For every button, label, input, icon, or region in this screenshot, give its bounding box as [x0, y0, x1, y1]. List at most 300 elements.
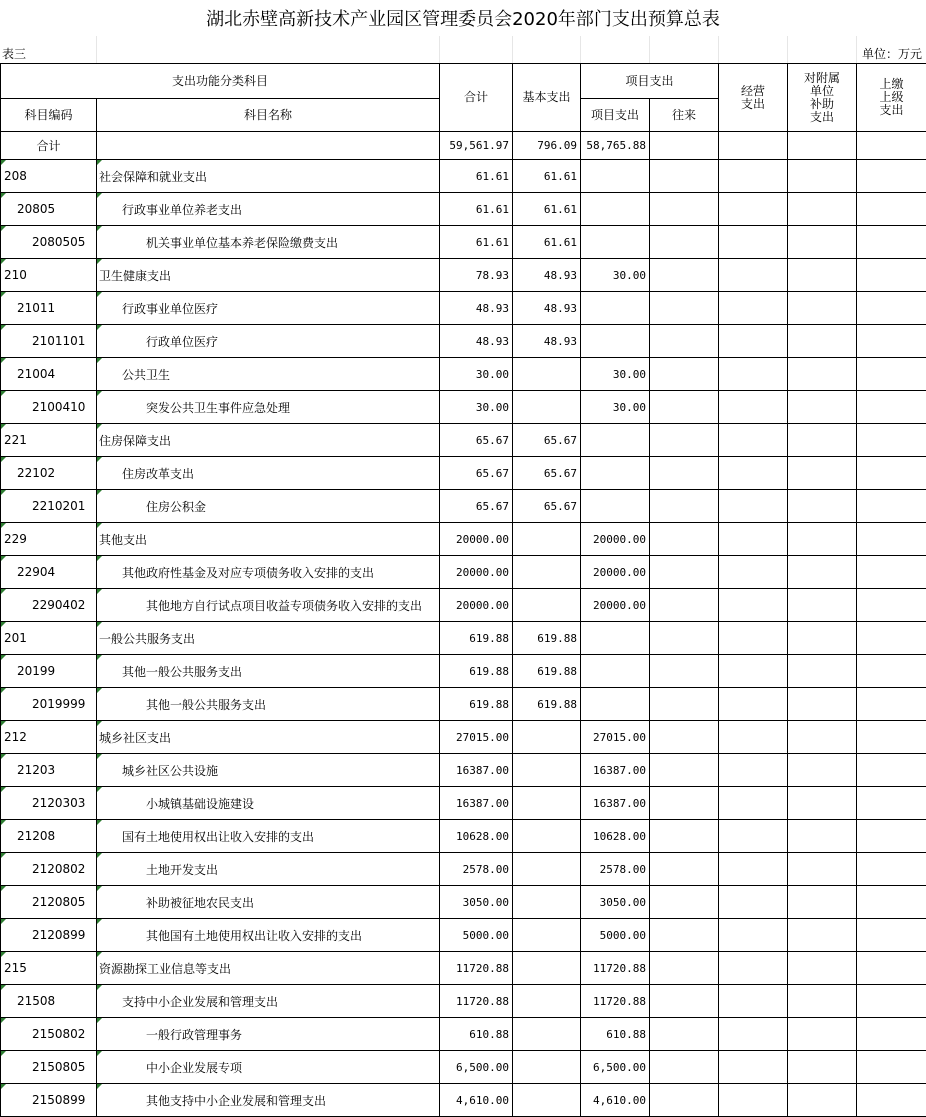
cell-code: 215 [1, 952, 97, 985]
cell-upper [857, 787, 926, 820]
cell-code: 212 [1, 721, 97, 754]
grid-line [439, 36, 440, 63]
table-label: 表三 [2, 45, 26, 62]
cell-project: 2578.00 [581, 853, 650, 886]
cell-upper [857, 655, 926, 688]
cell-basic [513, 1051, 581, 1084]
cell-transfer [650, 820, 719, 853]
cell-name: 卫生健康支出 [97, 259, 440, 292]
unit-label: 单位：万元 [862, 45, 922, 62]
header-upper-line: 支出 [880, 103, 904, 117]
cell-subsidy [788, 622, 857, 655]
meta-row [0, 36, 926, 63]
cell-name: 小城镇基础设施建设 [97, 787, 440, 820]
cell-subsidy [788, 523, 857, 556]
cell-subsidy [788, 919, 857, 952]
cell-total: 2578.00 [440, 853, 513, 886]
cell-subsidy [788, 688, 857, 721]
grid-line [787, 36, 788, 63]
cell-total: 20000.00 [440, 523, 513, 556]
cell-business [719, 589, 788, 622]
cell-transfer [650, 886, 719, 919]
cell-code: 2019999 [1, 688, 97, 721]
cell-basic [513, 853, 581, 886]
cell-subsidy [788, 325, 857, 358]
header-function-category: 支出功能分类科目 [1, 64, 440, 99]
cell-subsidy [788, 820, 857, 853]
cell-total: 16387.00 [440, 754, 513, 787]
total-business [719, 132, 788, 160]
cell-upper [857, 391, 926, 424]
cell-project [581, 457, 650, 490]
cell-upper [857, 259, 926, 292]
cell-name: 其他一般公共服务支出 [97, 688, 440, 721]
cell-project: 20000.00 [581, 556, 650, 589]
cell-code: 229 [1, 523, 97, 556]
cell-transfer [650, 292, 719, 325]
table-row [1, 424, 926, 457]
table-row [1, 787, 926, 820]
table-row [1, 820, 926, 853]
cell-name: 行政事业单位养老支出 [97, 193, 440, 226]
cell-basic: 61.61 [513, 160, 581, 193]
header-business [719, 64, 788, 132]
cell-project: 16387.00 [581, 787, 650, 820]
cell-total: 65.67 [440, 490, 513, 523]
cell-subsidy [788, 952, 857, 985]
cell-basic: 619.88 [513, 622, 581, 655]
cell-business [719, 556, 788, 589]
header-business-line: 经营 [741, 84, 765, 98]
cell-code: 2100410 [1, 391, 97, 424]
cell-project [581, 688, 650, 721]
cell-project: 30.00 [581, 358, 650, 391]
cell-code: 2290402 [1, 589, 97, 622]
cell-total: 61.61 [440, 226, 513, 259]
cell-code: 21004 [1, 358, 97, 391]
cell-upper [857, 1051, 926, 1084]
cell-code: 2120802 [1, 853, 97, 886]
cell-upper [857, 919, 926, 952]
total-subsidy [788, 132, 857, 160]
cell-business [719, 325, 788, 358]
cell-transfer [650, 787, 719, 820]
cell-name: 突发公共卫生事件应急处理 [97, 391, 440, 424]
cell-total: 11720.88 [440, 985, 513, 1018]
cell-code: 21208 [1, 820, 97, 853]
cell-transfer [650, 1084, 719, 1117]
cell-upper [857, 589, 926, 622]
cell-name: 支持中小企业发展和管理支出 [97, 985, 440, 1018]
cell-name: 机关事业单位基本养老保险缴费支出 [97, 226, 440, 259]
table-row [1, 391, 926, 424]
total-total: 59,561.97 [440, 132, 513, 160]
cell-total: 619.88 [440, 655, 513, 688]
cell-upper [857, 292, 926, 325]
cell-business [719, 292, 788, 325]
cell-project: 20000.00 [581, 589, 650, 622]
cell-business [719, 787, 788, 820]
table-row [1, 1018, 926, 1051]
cell-business [719, 688, 788, 721]
cell-transfer [650, 490, 719, 523]
cell-total: 20000.00 [440, 589, 513, 622]
cell-upper [857, 952, 926, 985]
cell-basic: 65.67 [513, 424, 581, 457]
cell-name: 一般行政管理事务 [97, 1018, 440, 1051]
cell-upper [857, 226, 926, 259]
header-total: 合计 [440, 64, 513, 132]
cell-basic: 61.61 [513, 226, 581, 259]
cell-subsidy [788, 490, 857, 523]
cell-basic [513, 391, 581, 424]
cell-business [719, 523, 788, 556]
cell-transfer [650, 754, 719, 787]
cell-project: 11720.88 [581, 985, 650, 1018]
cell-subsidy [788, 259, 857, 292]
cell-basic [513, 358, 581, 391]
cell-business [719, 721, 788, 754]
table-row [1, 556, 926, 589]
cell-upper [857, 886, 926, 919]
total-basic: 796.09 [513, 132, 581, 160]
cell-total: 65.67 [440, 457, 513, 490]
cell-project: 30.00 [581, 259, 650, 292]
header-business-line: 支出 [741, 97, 765, 111]
cell-upper [857, 523, 926, 556]
cell-transfer [650, 721, 719, 754]
cell-total: 4,610.00 [440, 1084, 513, 1117]
cell-subsidy [788, 853, 857, 886]
cell-name: 一般公共服务支出 [97, 622, 440, 655]
table-row [1, 259, 926, 292]
cell-business [719, 358, 788, 391]
cell-project [581, 160, 650, 193]
total-name-cell [97, 132, 440, 160]
cell-basic: 65.67 [513, 490, 581, 523]
cell-basic: 48.93 [513, 325, 581, 358]
cell-business [719, 622, 788, 655]
cell-transfer [650, 325, 719, 358]
table-row [1, 952, 926, 985]
cell-basic [513, 721, 581, 754]
cell-upper [857, 325, 926, 358]
cell-project: 11720.88 [581, 952, 650, 985]
cell-basic: 65.67 [513, 457, 581, 490]
cell-project: 16387.00 [581, 754, 650, 787]
cell-project: 6,500.00 [581, 1051, 650, 1084]
cell-total: 16387.00 [440, 787, 513, 820]
cell-code: 201 [1, 622, 97, 655]
cell-upper [857, 853, 926, 886]
cell-project [581, 325, 650, 358]
cell-name: 公共卫生 [97, 358, 440, 391]
table-row [1, 193, 926, 226]
cell-business [719, 226, 788, 259]
cell-total: 27015.00 [440, 721, 513, 754]
cell-transfer [650, 457, 719, 490]
cell-project: 5000.00 [581, 919, 650, 952]
cell-basic: 48.93 [513, 259, 581, 292]
cell-transfer [650, 391, 719, 424]
cell-subsidy [788, 1084, 857, 1117]
total-transfer [650, 132, 719, 160]
cell-subsidy [788, 457, 857, 490]
cell-project: 610.88 [581, 1018, 650, 1051]
cell-subsidy [788, 160, 857, 193]
cell-code: 22102 [1, 457, 97, 490]
grid-line [649, 36, 650, 63]
cell-code: 2120805 [1, 886, 97, 919]
table-row [1, 688, 926, 721]
table-row [1, 1084, 926, 1117]
cell-basic [513, 1084, 581, 1117]
cell-code: 20199 [1, 655, 97, 688]
cell-upper [857, 358, 926, 391]
table-row [1, 292, 926, 325]
table-row [1, 160, 926, 193]
cell-code: 2101101 [1, 325, 97, 358]
cell-basic: 619.88 [513, 655, 581, 688]
table-row [1, 1051, 926, 1084]
cell-transfer [650, 358, 719, 391]
cell-code: 2120303 [1, 787, 97, 820]
table-row [1, 358, 926, 391]
budget-table [0, 63, 926, 1117]
grid-line [856, 36, 857, 63]
cell-business [719, 853, 788, 886]
total-label: 合计 [1, 132, 97, 160]
cell-project: 4,610.00 [581, 1084, 650, 1117]
cell-project [581, 490, 650, 523]
cell-subsidy [788, 424, 857, 457]
cell-project [581, 622, 650, 655]
table-row [1, 523, 926, 556]
cell-name: 住房公积金 [97, 490, 440, 523]
header-transfer: 往来 [650, 99, 719, 132]
cell-code: 2210201 [1, 490, 97, 523]
cell-transfer [650, 853, 719, 886]
cell-business [719, 820, 788, 853]
cell-project: 20000.00 [581, 523, 650, 556]
table-row [1, 754, 926, 787]
cell-total: 610.88 [440, 1018, 513, 1051]
cell-subsidy [788, 358, 857, 391]
page-title: 湖北赤壁高新技术产业园区管理委员会2020年部门支出预算总表 [0, 0, 926, 36]
table-row [1, 655, 926, 688]
cell-project [581, 655, 650, 688]
cell-upper [857, 721, 926, 754]
header-name: 科目名称 [97, 99, 440, 132]
cell-total: 65.67 [440, 424, 513, 457]
table-row [1, 721, 926, 754]
grid-line [718, 36, 719, 63]
cell-upper [857, 193, 926, 226]
cell-basic: 619.88 [513, 688, 581, 721]
table-row [1, 919, 926, 952]
cell-total: 3050.00 [440, 886, 513, 919]
cell-subsidy [788, 589, 857, 622]
cell-transfer [650, 259, 719, 292]
cell-name: 住房改革支出 [97, 457, 440, 490]
cell-total: 30.00 [440, 358, 513, 391]
cell-basic [513, 787, 581, 820]
cell-total: 619.88 [440, 688, 513, 721]
cell-name: 补助被征地农民支出 [97, 886, 440, 919]
header-subsidy [788, 64, 857, 132]
header-upper-line: 上级 [880, 90, 904, 104]
cell-basic [513, 952, 581, 985]
cell-basic [513, 820, 581, 853]
table-row [1, 490, 926, 523]
table-row [1, 325, 926, 358]
header-upper-line: 上缴 [880, 77, 904, 91]
cell-business [719, 1018, 788, 1051]
cell-project: 3050.00 [581, 886, 650, 919]
cell-upper [857, 688, 926, 721]
cell-name: 行政事业单位医疗 [97, 292, 440, 325]
cell-code: 2080505 [1, 226, 97, 259]
cell-business [719, 886, 788, 919]
cell-upper [857, 1084, 926, 1117]
cell-name: 其他一般公共服务支出 [97, 655, 440, 688]
cell-project: 30.00 [581, 391, 650, 424]
cell-name: 其他国有土地使用权出让收入安排的支出 [97, 919, 440, 952]
cell-business [719, 424, 788, 457]
cell-upper [857, 490, 926, 523]
cell-code: 210 [1, 259, 97, 292]
cell-basic [513, 985, 581, 1018]
cell-name: 其他支出 [97, 523, 440, 556]
header-subsidy-line: 补助 [810, 97, 834, 111]
table-row [1, 886, 926, 919]
header-upper [857, 64, 926, 132]
cell-total: 6,500.00 [440, 1051, 513, 1084]
header-project-group: 项目支出 [581, 64, 719, 99]
cell-name: 城乡社区支出 [97, 721, 440, 754]
cell-subsidy [788, 754, 857, 787]
grid-line [96, 36, 97, 63]
cell-name: 中小企业发展专项 [97, 1051, 440, 1084]
cell-code: 22904 [1, 556, 97, 589]
grid-line [512, 36, 513, 63]
total-row [1, 132, 926, 160]
cell-business [719, 391, 788, 424]
cell-subsidy [788, 292, 857, 325]
cell-transfer [650, 622, 719, 655]
cell-transfer [650, 1018, 719, 1051]
header-project: 项目支出 [581, 99, 650, 132]
cell-transfer [650, 985, 719, 1018]
cell-transfer [650, 655, 719, 688]
cell-transfer [650, 193, 719, 226]
cell-basic [513, 754, 581, 787]
cell-subsidy [788, 985, 857, 1018]
cell-code: 20805 [1, 193, 97, 226]
cell-transfer [650, 424, 719, 457]
cell-subsidy [788, 391, 857, 424]
cell-business [719, 919, 788, 952]
cell-transfer [650, 160, 719, 193]
cell-name: 行政单位医疗 [97, 325, 440, 358]
cell-name: 资源勘探工业信息等支出 [97, 952, 440, 985]
cell-business [719, 457, 788, 490]
cell-business [719, 193, 788, 226]
cell-transfer [650, 952, 719, 985]
table-row [1, 985, 926, 1018]
cell-name: 其他支持中小企业发展和管理支出 [97, 1084, 440, 1117]
cell-name: 其他地方自行试点项目收益专项债务收入安排的支出 [97, 589, 440, 622]
cell-transfer [650, 1051, 719, 1084]
header-subsidy-line: 对附属 [804, 71, 840, 85]
cell-code: 21011 [1, 292, 97, 325]
cell-upper [857, 556, 926, 589]
cell-transfer [650, 589, 719, 622]
cell-business [719, 160, 788, 193]
cell-subsidy [788, 655, 857, 688]
cell-basic [513, 589, 581, 622]
cell-name: 其他政府性基金及对应专项债务收入安排的支出 [97, 556, 440, 589]
cell-project [581, 193, 650, 226]
cell-name: 土地开发支出 [97, 853, 440, 886]
cell-subsidy [788, 193, 857, 226]
table-row [1, 457, 926, 490]
cell-project [581, 292, 650, 325]
cell-name: 社会保障和就业支出 [97, 160, 440, 193]
cell-subsidy [788, 556, 857, 589]
cell-upper [857, 424, 926, 457]
cell-code: 2150899 [1, 1084, 97, 1117]
cell-total: 78.93 [440, 259, 513, 292]
cell-total: 61.61 [440, 193, 513, 226]
cell-basic [513, 523, 581, 556]
cell-code: 21203 [1, 754, 97, 787]
cell-transfer [650, 226, 719, 259]
cell-subsidy [788, 787, 857, 820]
cell-code: 21508 [1, 985, 97, 1018]
cell-subsidy [788, 1018, 857, 1051]
cell-business [719, 985, 788, 1018]
cell-upper [857, 160, 926, 193]
header-code: 科目编码 [1, 99, 97, 132]
cell-upper [857, 457, 926, 490]
cell-basic: 48.93 [513, 292, 581, 325]
cell-name: 住房保障支出 [97, 424, 440, 457]
cell-total: 5000.00 [440, 919, 513, 952]
cell-transfer [650, 523, 719, 556]
cell-business [719, 1051, 788, 1084]
cell-total: 20000.00 [440, 556, 513, 589]
cell-transfer [650, 688, 719, 721]
cell-total: 48.93 [440, 292, 513, 325]
header-basic: 基本支出 [513, 64, 581, 132]
table-row [1, 226, 926, 259]
cell-name: 城乡社区公共设施 [97, 754, 440, 787]
cell-total: 48.93 [440, 325, 513, 358]
cell-code: 208 [1, 160, 97, 193]
cell-upper [857, 1018, 926, 1051]
cell-upper [857, 622, 926, 655]
cell-code: 2150805 [1, 1051, 97, 1084]
total-upper [857, 132, 926, 160]
cell-total: 61.61 [440, 160, 513, 193]
table-row [1, 589, 926, 622]
cell-name: 国有土地使用权出让收入安排的支出 [97, 820, 440, 853]
cell-subsidy [788, 721, 857, 754]
cell-upper [857, 985, 926, 1018]
cell-total: 30.00 [440, 391, 513, 424]
cell-basic [513, 1018, 581, 1051]
